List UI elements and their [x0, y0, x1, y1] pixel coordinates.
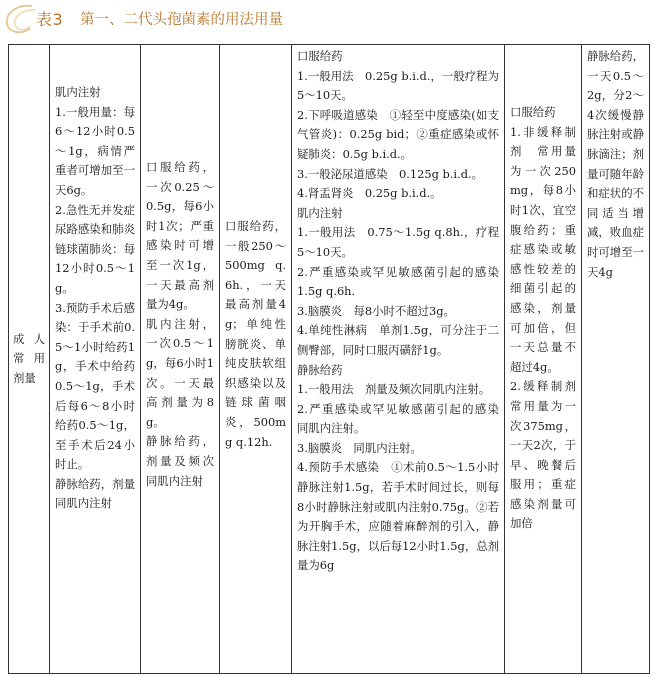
dosage-table — [8, 44, 650, 674]
dosage-line: 口服给药，一般250～500mg q.6h.，一天最高剂量4g；单纯性膀胱炎、单纯皮肤软组织感染以及链球菌咽炎，500mg q.12h. — [225, 219, 286, 449]
dosage-line: 2.严重感染或罕见敏感菌引起的感染 1.5g q.6h. — [297, 264, 511, 299]
drug-cell-5 — [292, 45, 511, 674]
table-title: 第一、二代头孢菌素的用法用量 — [80, 12, 283, 28]
table-number-label: 表3 — [36, 10, 64, 29]
dosage-line: 3.预防手术后感染：于手术前0.5～1小时给药1g，手术中给药0.5～1g，手术后每6～8小时给药0.5～1g，至手术后24小时止。 — [55, 300, 135, 472]
dosage-line: 肌内注射 — [297, 205, 343, 220]
dosage-line: 2.下呼吸道感染 ①轻至中度感染(如支气管炎)：0.25g bid；②重症感染或怀疑肺炎：0.5g b.i.d.。 — [297, 107, 499, 161]
dosage-line: 2.缓释制剂 常用量为一次375mg，一天2次，于早、晚餐后服用；重症感染剂量可加倍 — [510, 379, 588, 531]
dosage-line: 1.一般用法 0.25g b.i.d.，一般疗程为5～10天。 — [297, 68, 499, 103]
table-title-bar — [0, 0, 655, 38]
dosage-line: 4.单纯性淋病 单剂1.5g，可分注于二侧臀部，同时口服丙磺舒1g。 — [297, 323, 499, 357]
category-cell — [9, 45, 50, 674]
drug-cell-6 — [505, 45, 588, 674]
dosage-line: 4.预防手术感染 ①术前0.5～1.5小时静脉注射1.5g，若手术时间过长，则每8小时静脉注射或肌内注射0.75g。②若为开胸手术，应随着麻醉剂的引入，静脉注射1.5g，以后每12小时1.5g，总剂量为6g — [297, 460, 499, 573]
dosage-line: 肌内注射 — [55, 85, 101, 99]
dosage-line: 2.急性无并发症尿路感染和肺炎链球菌肺炎：每12小时0.5～1g。 — [55, 202, 135, 295]
dosage-line: 静脉给药 — [297, 362, 343, 377]
dosage-line: 口服给药，一次0.25～0.5g，每6小时1次；严重感染时可增至一次1g，一天最高剂量为4g。 — [146, 160, 214, 312]
dosage-line: 1.非缓释制剂 常用量为一次250mg，每8小时1次，宜空腹给药；重症感染或敏感性较差的细菌引起的感染，剂量可加倍，但一天总量不超过4g。 — [510, 124, 576, 374]
dosage-line: 1.一般用法 0.75～1.5g q.8h.，疗程5～10天。 — [297, 225, 499, 259]
dosage-line: 3.脑膜炎 同肌内注射。 — [297, 440, 422, 455]
dosage-line: 3.脑膜炎 每8小时不超过3g。 — [297, 303, 455, 318]
dosage-line: 3.一般泌尿道感染 0.125g b.i.d.。 — [297, 166, 483, 181]
dosage-line: 静脉给药，一天0.5～2g，分2～4次缓慢静脉注射或静脉滴注；剂量可随年龄和症状的不同适当增减，败血症时可增至一天4g — [587, 49, 644, 279]
dosage-line: 静脉给药，剂量同肌内注射 — [55, 476, 135, 511]
category-label: 成人常用剂量 — [13, 331, 45, 385]
drug-cell-3 — [141, 45, 220, 674]
dosage-line: 1.一般用量：每6～12小时0.5～1g，病情严重者可增加至一天6g。 — [55, 104, 135, 197]
drug-cell-7 — [582, 45, 650, 674]
dosage-line: 口服给药 — [297, 49, 343, 63]
dosage-line: 肌内注射，一次0.5～1g，每6小时1次。一天最高剂量为8g。 — [146, 316, 214, 429]
drug-cell-2 — [50, 45, 141, 674]
dosage-line: 静脉给药，剂量及频次同肌内注射 — [146, 434, 214, 488]
dosage-line: 4.肾盂肾炎 0.25g b.i.d.。 — [297, 186, 442, 201]
dosage-line: 1.一般用法 剂量及频次同肌内注射。 — [297, 382, 491, 397]
drug-cell-4 — [220, 45, 292, 674]
dosage-line: 口服给药 — [510, 105, 556, 119]
table-row — [9, 45, 650, 674]
dosage-line: 2.严重感染或罕见敏感菌引起的感染 同肌内注射。 — [297, 401, 511, 436]
